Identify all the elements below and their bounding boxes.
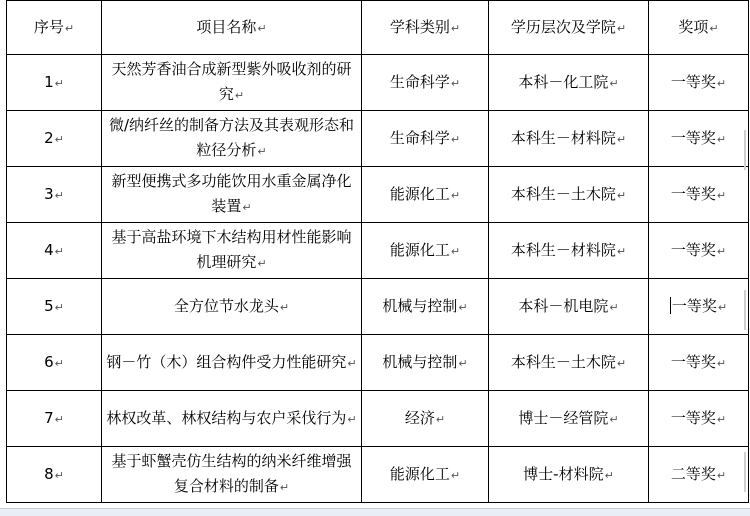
cell-category[interactable] — [362, 279, 489, 335]
header-category-text: 学科类别 — [389, 17, 450, 36]
paragraph-mark-icon: ↵ — [450, 21, 461, 35]
cell-category-text: 经济 — [404, 408, 435, 427]
cell-education-text: 博士－经管院 — [518, 408, 609, 427]
paragraph-mark-icon: ↵ — [54, 244, 64, 258]
table-row — [7, 111, 749, 167]
cell-education-text: 本科－化工院 — [518, 72, 609, 91]
paragraph-mark-icon: ↵ — [616, 244, 627, 258]
cell-project-name-text: 基于高盐环境下木结构用材性能影响机理研究 — [111, 228, 352, 271]
paragraph-mark-icon: ↵ — [257, 21, 267, 35]
cell-category-text: 生命科学 — [389, 72, 450, 91]
cell-project-name[interactable] — [102, 111, 362, 167]
header-award-text: 奖项 — [678, 17, 709, 36]
cell-category-text: 机械与控制 — [382, 352, 458, 371]
cell-no[interactable] — [7, 55, 102, 111]
cell-education-text: 本科生－材料院 — [510, 128, 616, 147]
paragraph-mark-icon: ↵ — [54, 356, 64, 370]
cell-award[interactable] — [649, 55, 749, 111]
cell-award-text: 一等奖 — [670, 128, 716, 147]
paragraph-mark-icon: ↵ — [709, 21, 719, 35]
cell-education-text: 本科生－材料院 — [510, 240, 616, 259]
cell-award[interactable] — [649, 279, 749, 335]
paragraph-mark-icon: ↵ — [616, 21, 627, 35]
cell-project-name-text: 新型便携式多功能饮用水重金属净化装置 — [111, 172, 352, 215]
cell-project-name-text: 钢－竹（木）组合构件受力性能研究 — [106, 352, 347, 371]
header-cell-award[interactable] — [649, 1, 749, 55]
paragraph-mark-icon: ↵ — [616, 188, 627, 202]
paragraph-mark-icon: ↵ — [450, 468, 461, 482]
paragraph-mark-icon: ↵ — [609, 300, 619, 314]
text-cursor — [670, 297, 671, 314]
header-no-text: 序号 — [33, 17, 64, 36]
cell-no[interactable] — [7, 279, 102, 335]
paragraph-mark-icon: ↵ — [54, 132, 64, 146]
paragraph-mark-icon: ↵ — [609, 76, 619, 90]
award-table — [6, 0, 749, 503]
paragraph-mark-icon: ↵ — [234, 89, 245, 102]
cell-no-text: 1 — [44, 72, 54, 91]
cell-education-text: 博士-材料院 — [523, 464, 604, 483]
paragraph-mark-icon: ↵ — [716, 468, 727, 482]
right-edge-line — [744, 452, 746, 492]
cell-award[interactable] — [649, 335, 749, 391]
cell-education[interactable] — [489, 55, 649, 111]
paragraph-mark-icon: ↵ — [54, 76, 64, 90]
table-row — [7, 391, 749, 447]
cell-award-text: 一等奖 — [670, 184, 716, 203]
cell-no[interactable] — [7, 447, 102, 503]
paragraph-mark-icon: ↵ — [716, 132, 727, 146]
cell-no-text: 8 — [44, 464, 54, 483]
table-header-row — [7, 1, 749, 55]
cell-category-text: 能源化工 — [389, 464, 450, 483]
cell-project-name[interactable] — [102, 167, 362, 223]
paragraph-mark-icon: ↵ — [450, 188, 461, 202]
cell-education[interactable] — [489, 391, 649, 447]
cell-category-text: 生命科学 — [389, 128, 450, 147]
paragraph-mark-icon: ↵ — [435, 412, 446, 426]
paragraph-mark-icon: ↵ — [450, 244, 461, 258]
cell-no-text: 6 — [44, 352, 54, 371]
paragraph-mark-icon: ↵ — [347, 356, 357, 370]
cell-award-text: 一等奖 — [670, 352, 716, 371]
cell-no-text: 3 — [44, 184, 54, 203]
cell-category[interactable] — [362, 223, 489, 279]
cell-category-text: 能源化工 — [389, 184, 450, 203]
paragraph-mark-icon: ↵ — [64, 21, 75, 35]
cell-education[interactable] — [489, 447, 649, 503]
cell-award-text: 二等奖 — [670, 464, 716, 483]
cell-project-name-text: 林权改革、林权结构与农户采伐行为 — [106, 408, 347, 427]
cell-no[interactable] — [7, 167, 102, 223]
paragraph-mark-icon: ↵ — [257, 257, 267, 270]
table-row — [7, 223, 749, 279]
paragraph-mark-icon: ↵ — [458, 300, 468, 314]
cell-award[interactable] — [649, 167, 749, 223]
cell-no-text: 4 — [44, 240, 54, 259]
paragraph-mark-icon: ↵ — [717, 300, 728, 314]
cell-no-text: 5 — [44, 296, 54, 315]
cell-award-text: 一等奖 — [670, 240, 716, 259]
paragraph-mark-icon: ↵ — [716, 76, 727, 90]
cell-education[interactable] — [489, 223, 649, 279]
paragraph-mark-icon: ↵ — [616, 356, 627, 370]
cell-category[interactable] — [362, 55, 489, 111]
cell-no[interactable] — [7, 223, 102, 279]
paragraph-mark-icon: ↵ — [604, 468, 614, 482]
cell-education-text: 本科生－土木院 — [510, 352, 616, 371]
cell-category-text: 能源化工 — [389, 240, 450, 259]
table-row — [7, 447, 749, 503]
paragraph-mark-icon: ↵ — [716, 356, 727, 370]
cell-project-name[interactable] — [102, 279, 362, 335]
cell-award-text: 一等奖 — [671, 296, 717, 315]
cell-project-name-text: 全方位节水龙头 — [173, 296, 279, 315]
paragraph-mark-icon: ↵ — [347, 412, 357, 426]
header-education-text: 学历层次及学院 — [510, 17, 616, 36]
table-row — [7, 335, 749, 391]
cell-no[interactable] — [7, 391, 102, 447]
header-cell-no[interactable] — [7, 1, 102, 55]
cell-category[interactable] — [362, 391, 489, 447]
paragraph-mark-icon: ↵ — [450, 132, 461, 146]
cell-no[interactable] — [7, 335, 102, 391]
cell-award-text: 一等奖 — [670, 408, 716, 427]
header-cell-category[interactable] — [362, 1, 489, 55]
cell-project-name[interactable] — [102, 335, 362, 391]
cell-education[interactable] — [489, 167, 649, 223]
paragraph-mark-icon: ↵ — [257, 145, 267, 158]
paragraph-mark-icon: ↵ — [242, 201, 252, 214]
cell-award[interactable] — [649, 223, 749, 279]
cell-project-name[interactable] — [102, 55, 362, 111]
paragraph-mark-icon: ↵ — [279, 481, 290, 494]
table-row — [7, 167, 749, 223]
cell-no[interactable] — [7, 111, 102, 167]
cell-no-text: 2 — [44, 128, 54, 147]
cell-education[interactable] — [489, 335, 649, 391]
paragraph-mark-icon: ↵ — [54, 300, 64, 314]
header-cell-education[interactable] — [489, 1, 649, 55]
cell-project-name[interactable] — [102, 447, 362, 503]
cell-education[interactable] — [489, 111, 649, 167]
paragraph-mark-icon: ↵ — [716, 188, 727, 202]
table-row — [7, 55, 749, 111]
paragraph-mark-icon: ↵ — [716, 412, 727, 426]
header-cell-name[interactable] — [102, 1, 362, 55]
paragraph-mark-icon: ↵ — [450, 76, 461, 90]
paragraph-mark-icon: ↵ — [54, 188, 64, 202]
right-edge-line — [744, 130, 746, 170]
cell-education-text: 本科－机电院 — [518, 296, 609, 315]
cell-education[interactable] — [489, 279, 649, 335]
paragraph-mark-icon: ↵ — [458, 356, 468, 370]
paragraph-mark-icon: ↵ — [609, 412, 619, 426]
cell-award[interactable] — [649, 447, 749, 503]
cell-category[interactable] — [362, 447, 489, 503]
paragraph-mark-icon: ↵ — [54, 468, 64, 482]
right-edge-line — [744, 290, 746, 330]
cell-project-name[interactable] — [102, 223, 362, 279]
cell-project-name-text: 微/纳纤丝的制备方法及其表观形态和粒径分析 — [108, 116, 355, 159]
cell-award-text: 一等奖 — [670, 72, 716, 91]
cell-project-name[interactable] — [102, 391, 362, 447]
paragraph-mark-icon: ↵ — [279, 300, 290, 314]
cell-award[interactable] — [649, 391, 749, 447]
cell-award[interactable] — [649, 111, 749, 167]
cell-project-name-text: 天然芳香油合成新型紫外吸收剂的研究 — [111, 60, 352, 103]
cell-category[interactable] — [362, 167, 489, 223]
cell-category-text: 机械与控制 — [382, 296, 458, 315]
paragraph-mark-icon: ↵ — [616, 132, 627, 146]
paragraph-mark-icon: ↵ — [716, 244, 727, 258]
table-row — [7, 279, 749, 335]
cell-education-text: 本科生－土木院 — [510, 184, 616, 203]
cell-no-text: 7 — [44, 408, 54, 427]
cell-category[interactable] — [362, 111, 489, 167]
header-name-text: 项目名称 — [196, 17, 257, 36]
paragraph-mark-icon: ↵ — [54, 412, 64, 426]
cell-category[interactable] — [362, 335, 489, 391]
cell-project-name-text: 基于虾蟹壳仿生结构的纳米纤维增强复合材料的制备 — [111, 452, 352, 495]
